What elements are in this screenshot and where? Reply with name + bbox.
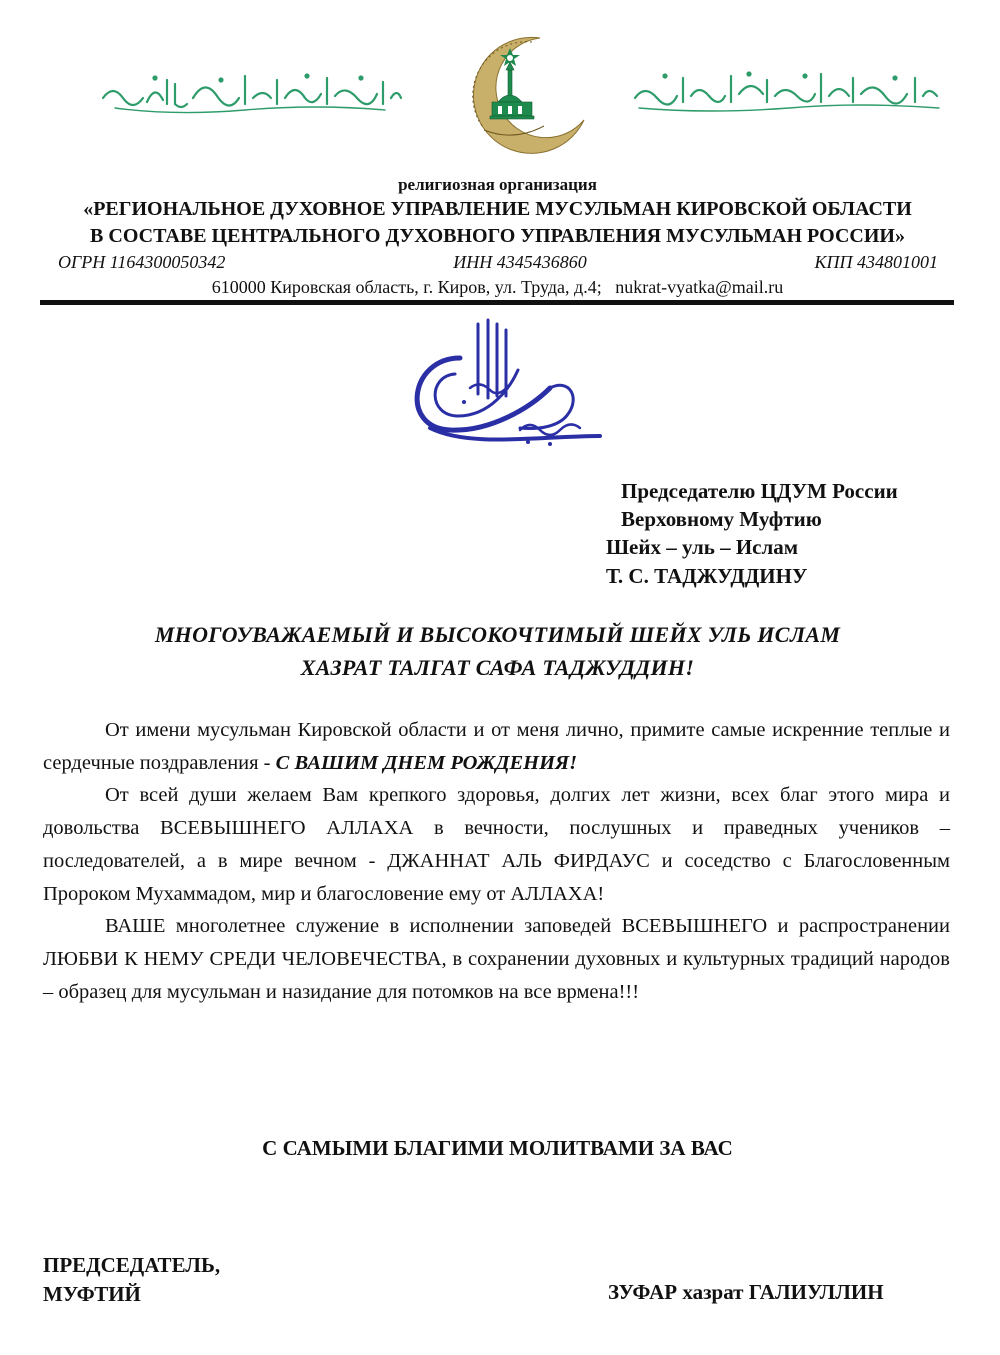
signatory-title-line1: ПРЕДСЕДАТЕЛЬ,: [43, 1253, 221, 1277]
addressee-line2: Верховному Муфтию: [621, 507, 822, 531]
addressee-name: Т. С. ТАДЖУДДИНУ: [606, 564, 808, 588]
organization-name-line1: «РЕГИОНАЛЬНОЕ ДУХОВНОЕ УПРАВЛЕНИЕ МУСУЛЬМАН КИРОВСКОЙ ОБЛАСТИ: [83, 198, 912, 220]
crescent-mosque-emblem-icon: [462, 30, 592, 160]
body-paragraph-3: ВАШЕ многолетнее служение в исполнении заповедей ВСЕВЫШНЕГО и распространении ЛЮБВИ К НЕМУ СРЕДИ ЧЕЛОВЕЧЕСТВА, в сохранении духовных и культурных традиций народов – образец для мусульман и назидание для потомков на все врмена!!!: [43, 915, 950, 1003]
salutation: [0, 618, 995, 684]
salutation-line1: МНОГОУВАЖАЕМЫЙ И ВЫСОКОЧТИМЫЙ ШЕЙХ УЛЬ ИСЛАМ: [154, 622, 841, 647]
addressee-line3: Шейх – уль – Ислам: [606, 535, 799, 559]
letter-body: [43, 714, 950, 1008]
closing-line: С САМЫМИ БЛАГИМИ МОЛИТВАМИ ЗА ВАС: [262, 1136, 733, 1160]
body-paragraph-1-text: От имени мусульман Кировской области и от меня лично, примите самые искренние теплые и сердечные поздравления -: [43, 719, 950, 774]
arabic-header-left: [95, 68, 405, 118]
signatory-title: [43, 1251, 220, 1309]
registration-details: [58, 252, 938, 273]
bismillah-calligraphy-icon: [400, 318, 605, 456]
birthday-greeting: С ВАШИМ ДНЕМ РОЖДЕНИЯ!: [275, 751, 578, 774]
signatory-title-line2: МУФТИЙ: [43, 1282, 141, 1306]
salutation-line2: ХАЗРАТ ТАЛГАТ САФА ТАДЖУДДИН!: [300, 655, 695, 680]
kpp: КПП 434801001: [814, 252, 938, 272]
organization-name: [0, 196, 995, 250]
organization-address: 610000 Кировская область, г. Киров, ул. Труда, д.4; nukrat-vyatka@mail.ru: [211, 277, 784, 297]
body-paragraph-1: [43, 714, 950, 779]
body-paragraph-2: От всей души желаем Вам крепкого здоровья, долгих лет жизни, всех благ этого мира и довольства ВСЕВЫШНЕГО АЛЛАХА в вечности, послушных и праведных учеников – последователей, а в мире вечном - ДЖАННАТ АЛЬ ФИРДАУС и соседство с Благословенным Пророком Мухаммадом, мир и благословение ему от АЛЛАХА!: [43, 784, 950, 905]
ogrn: ОГРН 1164300050342: [58, 252, 226, 272]
inn: ИНН 4345436860: [453, 252, 587, 272]
header-divider: [40, 300, 954, 305]
signatory-name: ЗУФАР хазрат ГАЛИУЛЛИН: [608, 1280, 884, 1304]
organization-type: религиозная организация: [398, 175, 597, 194]
organization-name-line2: В СОСТАВЕ ЦЕНТРАЛЬНОГО ДУХОВНОГО УПРАВЛЕНИЯ МУСУЛЬМАН РОССИИ»: [90, 225, 905, 247]
arabic-header-right: [625, 66, 945, 116]
addressee-line1: Председателю ЦДУМ России: [621, 479, 898, 503]
